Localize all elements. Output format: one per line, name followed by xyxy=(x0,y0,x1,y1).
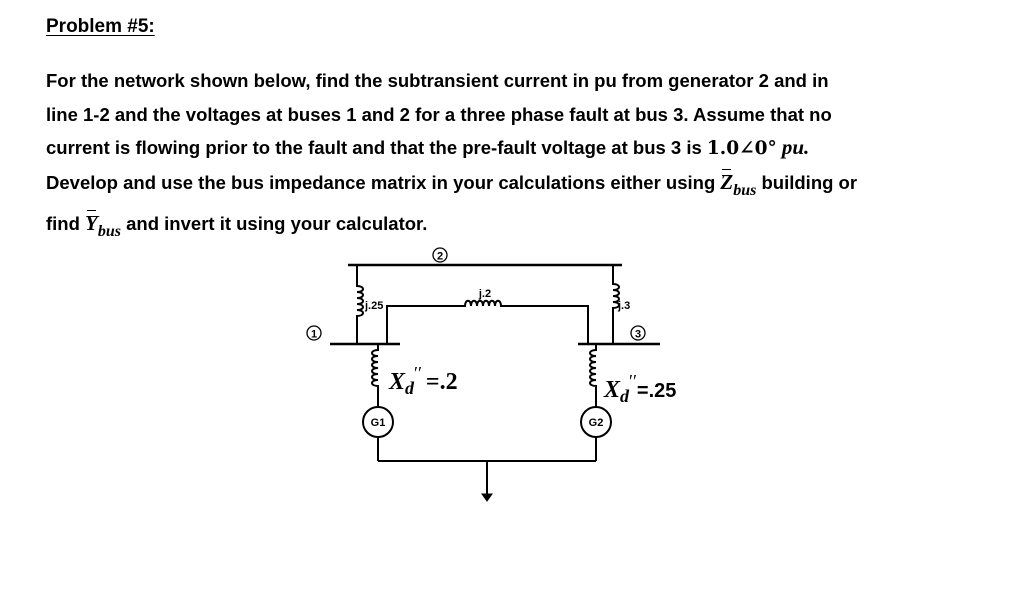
prefault-voltage-value: 1.0∠0° xyxy=(706,138,777,159)
g1-reactance-inductor xyxy=(372,344,378,407)
statement-line-3-text: current is flowing prior to the fault and that the pre-fault voltage at bus 3 is xyxy=(46,137,707,158)
ground-arrow-icon xyxy=(482,494,492,501)
g2-label: G2 xyxy=(588,417,604,429)
g2-xd-primes: ′′ xyxy=(629,371,637,391)
line-1-2-impedance: j.25 xyxy=(365,300,384,312)
statement-line-5-tail: and invert it using your calculator. xyxy=(121,213,428,234)
g1-label: G1 xyxy=(370,417,386,429)
statement-line-4-text: Develop and use the bus impedance matrix in your calculations either using xyxy=(46,171,721,193)
line-1-2-inductor xyxy=(357,265,363,344)
g1-xd-symbol: X xyxy=(389,369,406,395)
g2-subtransient-reactance xyxy=(604,371,676,407)
statement-line-1: For the network shown below, find the subtransient current in pu from generator 2 and in xyxy=(46,70,829,91)
g1-xd-subscript: d xyxy=(405,378,415,398)
g2-reactance-inductor xyxy=(590,344,596,407)
statement-line-2: line 1-2 and the voltages at buses 1 and 2 for a three phase fault at bus 3. Assume that no xyxy=(46,103,832,125)
problem-title: Problem #5: xyxy=(46,16,155,37)
g2-xd-symbol: X xyxy=(604,377,621,403)
prefault-voltage-unit: pu. xyxy=(781,135,810,159)
line-1-3-impedance: j.2 xyxy=(478,288,492,300)
line-2-3-impedance: j.3 xyxy=(618,300,631,312)
line-1-3-inductor xyxy=(387,301,588,344)
statement-line-5-text: find xyxy=(46,213,86,234)
g2-xd-subscript: d xyxy=(620,386,630,406)
bus-3-label: 3 xyxy=(634,328,642,341)
g1-xd-primes: ′′ xyxy=(414,363,422,383)
bus-2-label: 2 xyxy=(436,250,444,263)
statement-line-4-tail: building or xyxy=(756,171,858,193)
y-bus-subscript: bus xyxy=(97,223,121,240)
z-bus-subscript: bus xyxy=(733,181,757,199)
z-bus-symbol: Z xyxy=(720,166,733,200)
g1-xd-value: =.2 xyxy=(425,369,458,395)
y-bus-symbol: Y xyxy=(85,207,98,241)
bus-1-label: 1 xyxy=(310,328,318,341)
g1-subtransient-reactance xyxy=(389,363,458,399)
g2-xd-value: =.25 xyxy=(636,380,677,402)
